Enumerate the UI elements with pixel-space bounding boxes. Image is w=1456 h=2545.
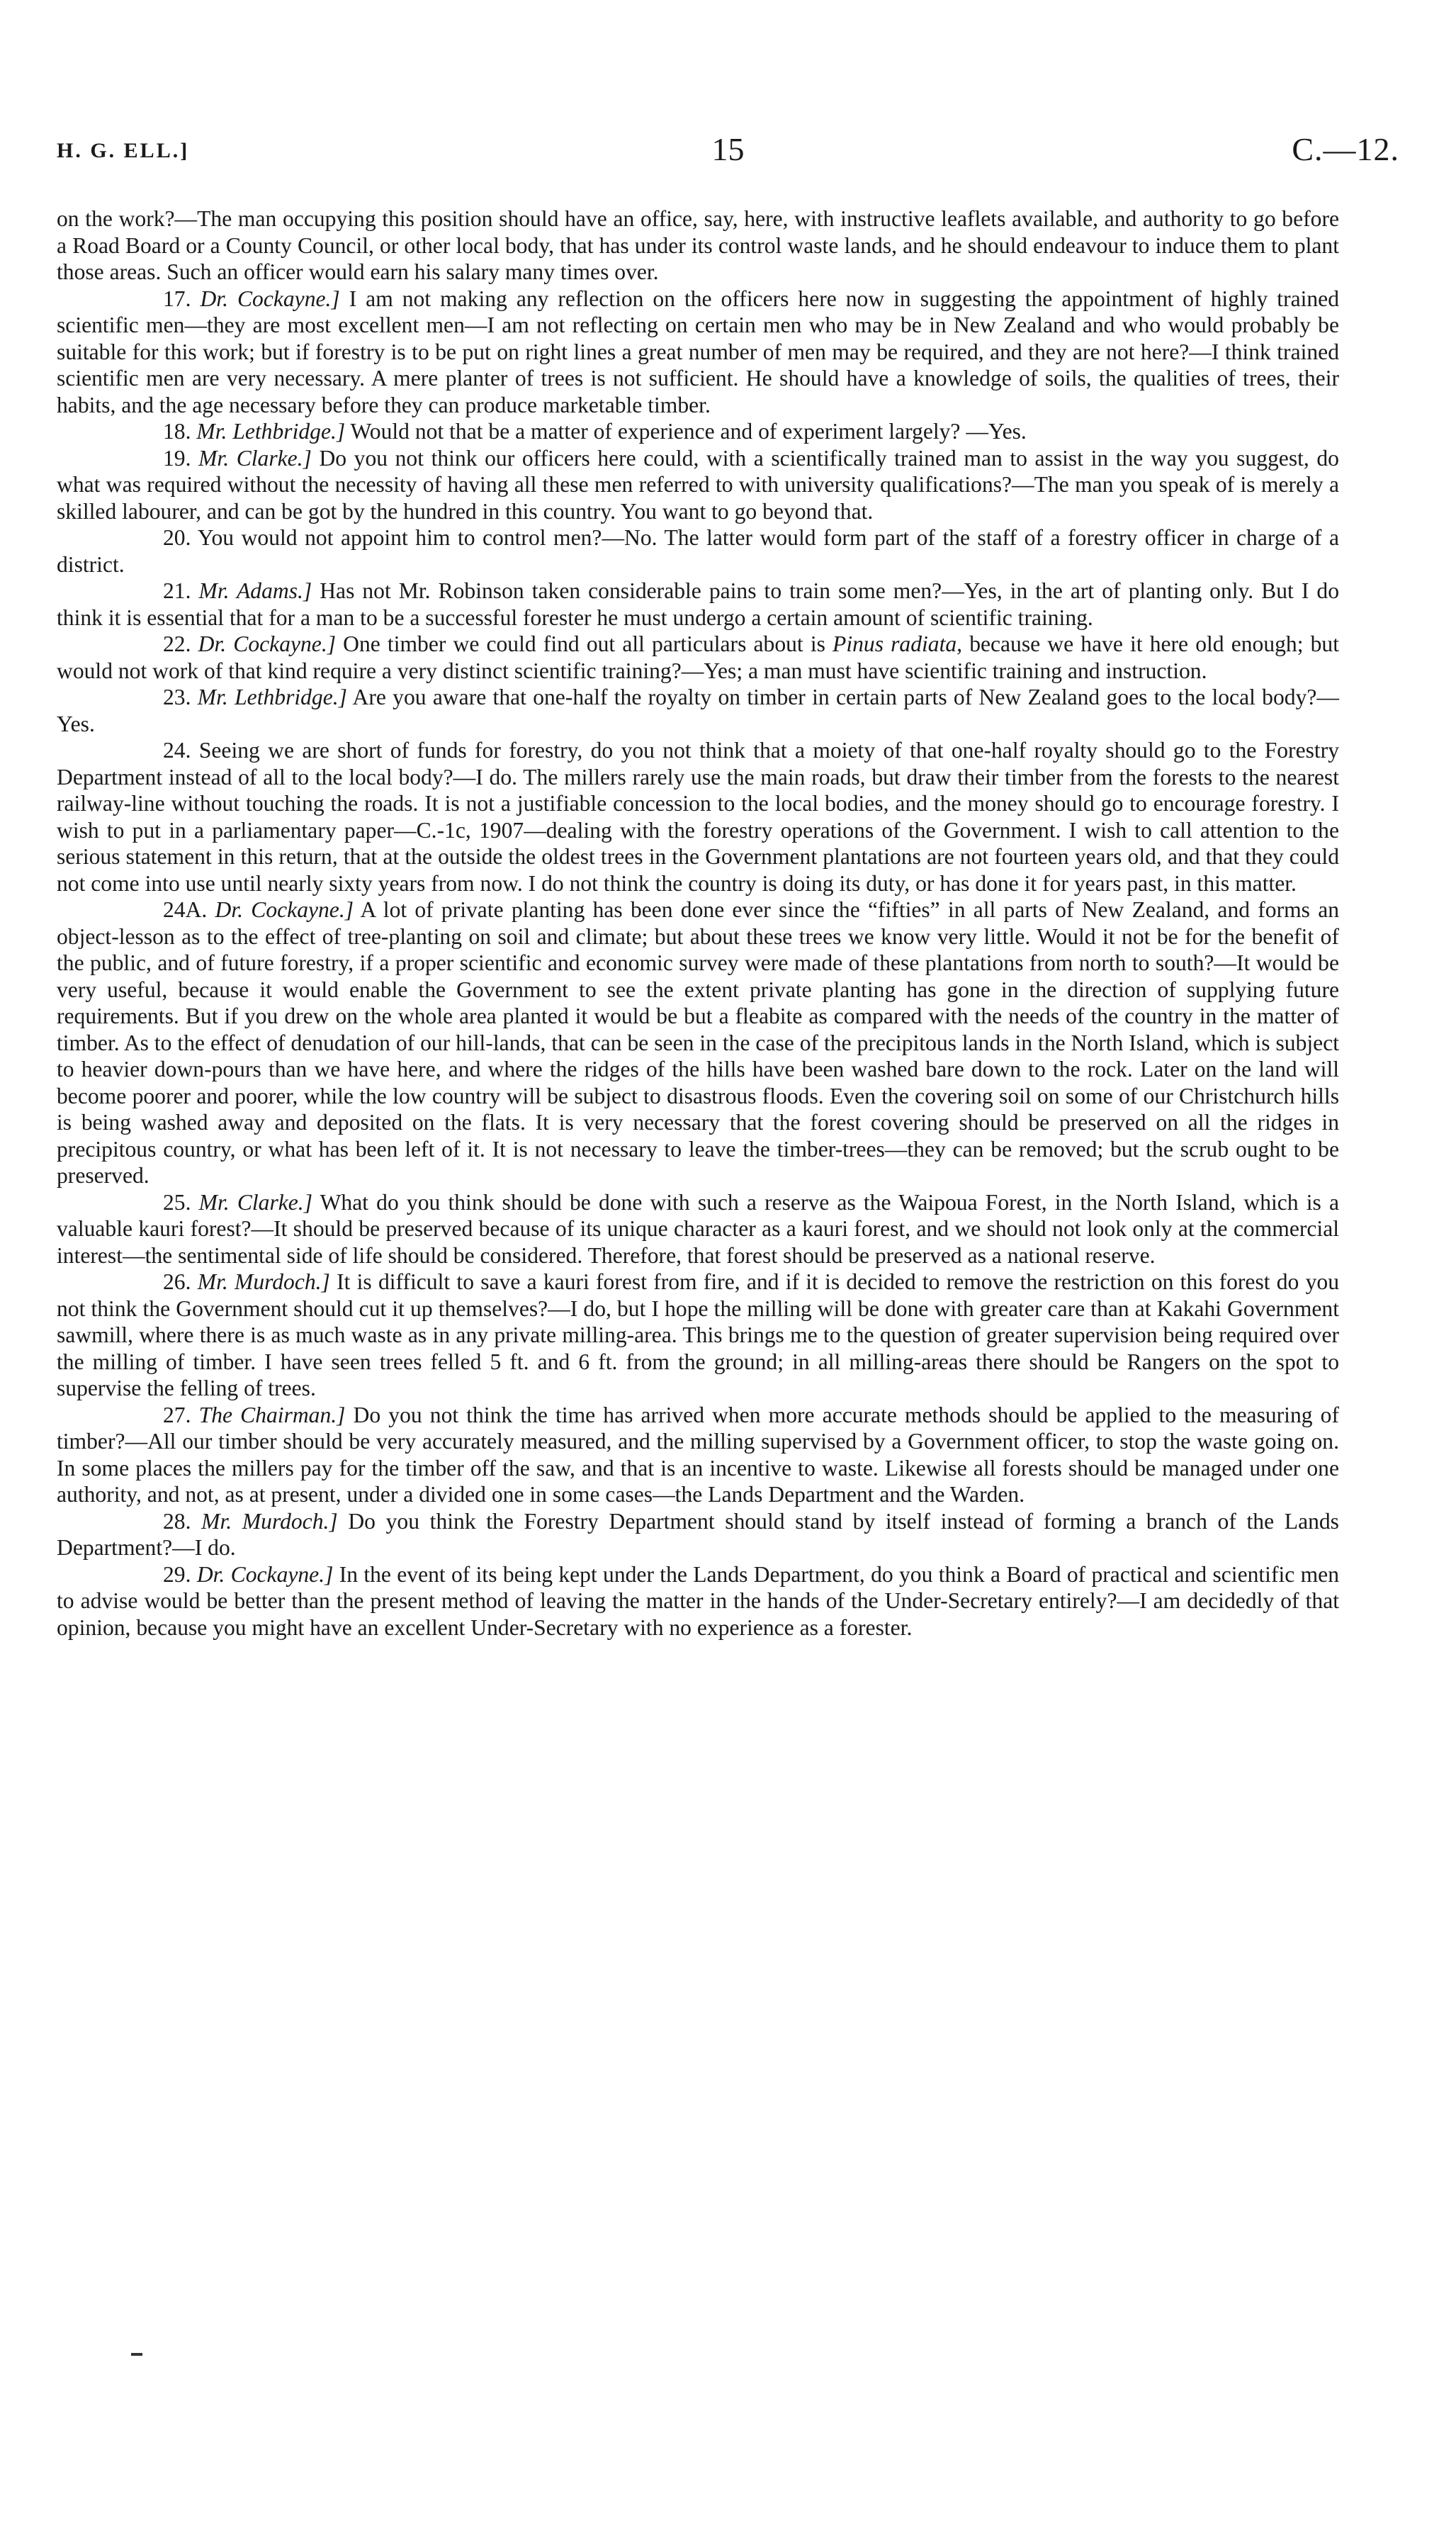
paragraph-text: Are you aware that one-half the royalty on timber in certain parts of New Zealand goes to the local body?—Yes.: [57, 685, 1339, 736]
question-27: [57, 1402, 1339, 1508]
paragraph-continuation: [57, 206, 1339, 286]
question-17: [57, 286, 1339, 419]
question-number: 26.: [163, 1269, 191, 1294]
paper-reference: C.—12.: [1292, 131, 1399, 167]
speaker: Mr. Murdoch.]: [197, 1269, 330, 1294]
question-number: 28.: [163, 1508, 191, 1534]
paragraph-text: on the work?—The man occupying this position should have an office, say, here, with instructive leaflets available, and authority to go before a Road Board or a County Council, or other local body, that has under its control waste lands, and he should endeavour to induce them to plant those areas. Such an officer would earn his salary many times over.: [57, 206, 1339, 284]
page-header: [57, 131, 1399, 177]
speaker: Mr. Clarke.]: [198, 445, 312, 471]
print-mark: [131, 2353, 142, 2356]
question-26: [57, 1269, 1339, 1402]
paragraph-text: A lot of private planting has been done ever since the “fifties” in all parts of New Zealand, and forms an object-lesson as to the effect of tree-planting on soil and climate; but about these trees we know very little. Would it not be for the benefit of the public, and of future forestry, if a proper scientific and economic survey were made of these plantations from north to south?—It would be very useful, because it would enable the Government to see the extent private planting has gone in the direction of supplying future requirements. But if you drew on the whole area planted it would be but a fleabite as compared with the needs of the country in the matter of timber. As to the effect of denudation of our hill-lands, that can be seen in the case of the precipitous lands in the North Island, which is subject to heavier down-pours than we have here, and where the ridges of the hills have been washed bare down to the rock. Later on the land will become poorer and poorer, while the low country will be subject to disastrous floods. Even the covering soil on some of our Christchurch hills is being washed away and deposited on the flats. It is very necessary that the forest covering should be preserved on all the ridges in precipitous country, or what has been left of it. It is not necessary to leave the timber-trees—they can be removed; but the scrub ought to be preserved.: [57, 897, 1340, 1188]
question-number: 19.: [163, 445, 191, 471]
document-body: [57, 206, 1339, 1641]
question-number: 17.: [163, 286, 191, 311]
speaker: Mr. Murdoch.]: [201, 1508, 338, 1534]
species-name: Pinus radiata,: [833, 631, 963, 656]
speaker: Dr. Cockayne.]: [196, 1561, 334, 1587]
speaker: Dr. Cockayne.]: [198, 631, 337, 656]
speaker: Mr. Clarke.]: [198, 1189, 313, 1215]
question-number: 25.: [163, 1189, 191, 1215]
question-18: [57, 418, 1339, 445]
question-24: [57, 737, 1339, 897]
question-number: 21.: [163, 578, 191, 603]
question-20: [57, 524, 1339, 578]
question-23: [57, 684, 1339, 737]
question-number: 24.: [163, 738, 191, 763]
paragraph-text: Would not that be a matter of experience and of experiment largely? —Yes.: [345, 419, 1027, 444]
question-24a: [57, 897, 1339, 1189]
question-25: [57, 1189, 1339, 1269]
paragraph-text: You would not appoint him to control men?—No. The latter would form part of the staff of a forestry officer in charge of a district.: [57, 525, 1339, 577]
paragraph-text: Do you not think the time has arrived when more accurate methods should be applied to the measuring of timber?—All our timber should be very accurately measured, and the milling supervised by a Government officer, to stop the waste going on. In some places the millers pay for the timber off the saw, and that is an incentive to waste. Likewise all forests should be managed under one authority, and not, as at present, under a divided one in some cases—the Lands Department and the Warden.: [57, 1402, 1339, 1507]
question-number: 22.: [163, 631, 191, 656]
question-22: [57, 631, 1339, 684]
paragraph-text: Do you think the Forestry Department should stand by itself instead of forming a branch of the Lands Department?—I do.: [57, 1508, 1339, 1560]
question-number: 23.: [163, 685, 191, 709]
speaker: Dr. Cockayne.]: [215, 897, 354, 922]
question-19: [57, 445, 1339, 525]
paragraph-text: One timber we could find out all particulars about is: [336, 631, 833, 656]
header-witness: H. G. ELL.]: [57, 139, 190, 162]
question-21: [57, 578, 1339, 631]
speaker: Dr. Cockayne.]: [200, 286, 340, 311]
paragraph-text: What do you think should be done with such a reserve as the Waipoua Forest, in the North Island, which is a valuable kauri forest?—It should be preserved because of its unique character as a kauri forest, and we should not look only at the commercial interest—the sentimental side of life should be considered. Therefore, that forest should be preserved as a national reserve.: [57, 1189, 1339, 1268]
question-number: 27.: [163, 1402, 191, 1427]
paragraph-text: Has not Mr. Robinson taken considerable pains to train some men?—Yes, in the art of planting only. But I do think it is essential that for a man to be a successful forester he must undergo a certain amount of scientific training.: [57, 578, 1339, 630]
question-29: [57, 1561, 1339, 1641]
page-number: 15: [711, 131, 745, 167]
question-number: 24A.: [163, 897, 208, 922]
speaker: Mr. Lethbridge.]: [197, 685, 347, 709]
question-number: 18.: [163, 419, 191, 444]
speaker: Mr. Adams.]: [198, 578, 312, 603]
paragraph-text: I am not making any reflection on the officers here now in suggesting the appointment of highly trained scientific men—they are most excellent men—I am not reflecting on certain men who may be in New Zealand and who would probably be suitable for this work; but if forestry is to be put on right lines a great number of men may be required, and they are not here?—I think trained scientific men are very necessary. A mere planter of trees is not sufficient. He should have a knowledge of soils, the qualities of trees, their habits, and the age necessary before they can produce marketable timber.: [57, 286, 1340, 417]
paragraph-text: Do you not think our officers here could, with a scientifically trained man to assist in the way you suggest, do what was required without the necessity of having all these men referred to with university qualifications?—The man you speak of is merely a skilled labourer, and can be got by the hundred in this country. You want to go beyond that.: [57, 445, 1339, 524]
question-number: 29.: [163, 1561, 191, 1587]
paragraph-text: In the event of its being kept under the Lands Department, do you think a Board of practical and scientific men to advise would be better than the present method of leaving the matter in the hands of the Under-Secretary entirely?—I am decidedly of that opinion, because you might have an excellent Under-Secretary with no experience as a forester.: [57, 1561, 1339, 1640]
paragraph-text: Seeing we are short of funds for forestry, do you not think that a moiety of that one-half royalty should go to the Forestry Department instead of all to the local body?—I do. The millers rarely use the main roads, but draw their timber from the forests to the nearest railway-line without touching the roads. It is not a justifiable concession to the local bodies, and the money should go to encourage forestry. I wish to put in a parliamentary paper—C.-1c, 1907—dealing with the forestry operations of the Government. I wish to call attention to the serious statement in this return, that at the outside the oldest trees in the Government plantations are not fourteen years old, and that they could not come into use until nearly sixty years from now. I do not think the country is doing its duty, or has done it for years past, in this matter.: [57, 738, 1339, 896]
paragraph-text-continued: because we have it here old enough; but would not work of that kind require a very distinct scientific training?—Yes; a man must have scientific training and instruction.: [57, 631, 1339, 683]
question-number: 20.: [163, 525, 191, 550]
paragraph-text: It is difficult to save a kauri forest from fire, and if it is decided to remove the restriction on this forest do you not think the Government should cut it up themselves?—I do, but I hope the milling will be done with greater care than at Kakahi Government sawmill, where there is as much waste as in any private milling-area. This brings me to the question of greater supervision being required over the milling of timber. I have seen trees felled 5 ft. and 6 ft. from the ground; in all milling-areas there should be Rangers on the spot to supervise the felling of trees.: [57, 1269, 1339, 1400]
speaker: The Chairman.]: [198, 1402, 346, 1427]
speaker: Mr. Lethbridge.]: [196, 419, 346, 444]
question-28: [57, 1508, 1339, 1561]
